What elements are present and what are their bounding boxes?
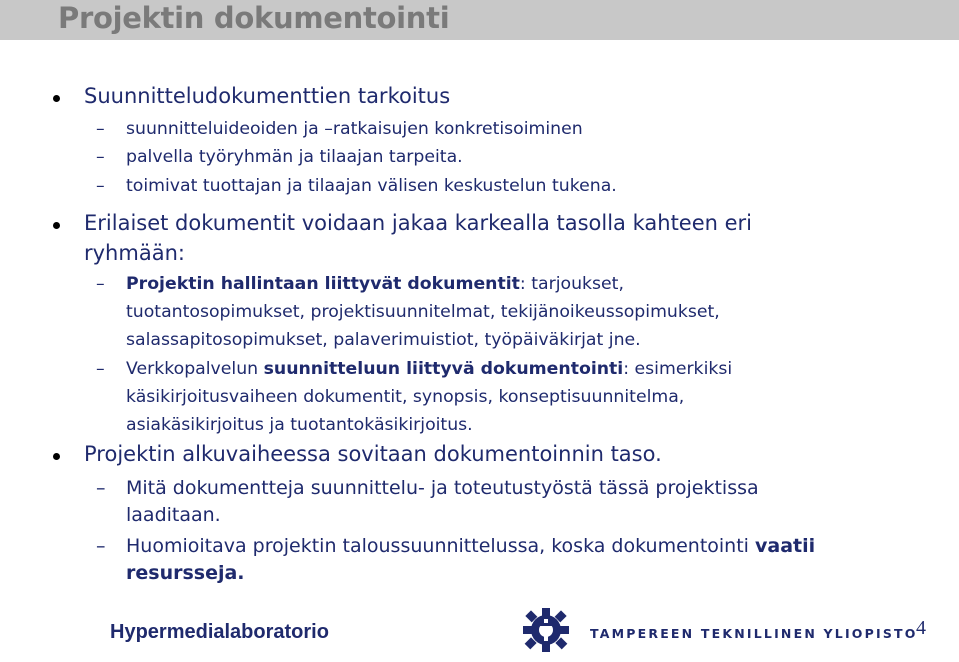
bullet-2-sub-2-line-3: asiakäsikirjoitus ja tuotantokäsikirjoitus. (126, 415, 473, 435)
dash-icon: – (96, 176, 105, 196)
bullet-icon (53, 222, 60, 229)
bullet-1-text: Suunnitteludokumenttien tarkoitus (84, 84, 451, 108)
bullet-3-sub-2-line-2 (126, 562, 245, 584)
bullet-1-item-3: toimivat tuottajan ja tilaajan välisen keskustelun tukena. (126, 176, 617, 196)
bullet-1-item-2: palvella työryhmän ja tilaajan tarpeita. (126, 147, 463, 167)
page-title: Projektin dokumentointi (58, 1, 450, 35)
bullet-3-text: Projektin alkuvaiheessa sovitaan dokumentoinnin taso. (84, 442, 662, 466)
bullet-1-item-1: suunnitteluideoiden ja –ratkaisujen konkretisoiminen (126, 119, 583, 139)
gear-logo-icon (518, 605, 574, 655)
dash-icon: – (96, 535, 106, 557)
dash-icon: – (96, 477, 106, 499)
bullet-2-line-2: ryhmään: (84, 241, 185, 265)
bullet-2-sub-2-line-1 (126, 359, 732, 379)
bullet-3-sub-1-line-2: laaditaan. (126, 504, 221, 526)
bullet-2-sub-1-line-1 (126, 274, 624, 294)
page-number: 4 (916, 617, 926, 639)
dash-icon: – (96, 359, 105, 379)
bullet-3-sub-2-pre: Huomioitava projektin taloussuunnittelussa, koska dokumentointi (126, 535, 755, 557)
lab-name: Hypermedialaboratorio (110, 621, 329, 643)
bullet-2-sub-1-line-2: tuotantosopimukset, projektisuunnitelmat, tekijänoikeussopimukset, (126, 302, 720, 322)
bullet-3-sub-2-bold-2: resursseja. (126, 562, 245, 584)
dash-icon: – (96, 147, 105, 167)
bullet-2-sub-1-rest: : tarjoukset, (519, 274, 624, 294)
bullet-2-sub-2-pre: Verkkopalvelun (126, 359, 264, 379)
bullet-2-sub-1-line-3: salassapitosopimukset, palaverimuistiot, työpäiväkirjat jne. (126, 330, 641, 350)
dash-icon: – (96, 274, 105, 294)
bullet-2-sub-1-bold: Projektin hallintaan liittyvät dokumentit (126, 274, 520, 294)
bullet-2-sub-2-bold: suunnitteluun liittyvä dokumentointi (263, 359, 624, 379)
bullet-3-sub-2-bold-1: vaatii (755, 535, 816, 557)
university-name: TAMPEREEN TEKNILLINEN YLIOPISTO (590, 626, 918, 641)
bullet-icon (53, 95, 60, 102)
bullet-3-sub-1-line-1: Mitä dokumentteja suunnittelu- ja toteutustyöstä tässä projektissa (126, 477, 759, 499)
bullet-2-line-1: Erilaiset dokumentit voidaan jakaa karkealla tasolla kahteen eri (84, 211, 753, 235)
bullet-2-sub-2-line-2: käsikirjoitusvaiheen dokumentit, synopsis, konseptisuunnitelma, (126, 387, 685, 407)
bullet-2-sub-2-rest: : esimerkiksi (623, 359, 733, 379)
bullet-3-sub-2-line-1 (126, 535, 815, 557)
dash-icon: – (96, 119, 105, 139)
bullet-icon (53, 453, 60, 460)
